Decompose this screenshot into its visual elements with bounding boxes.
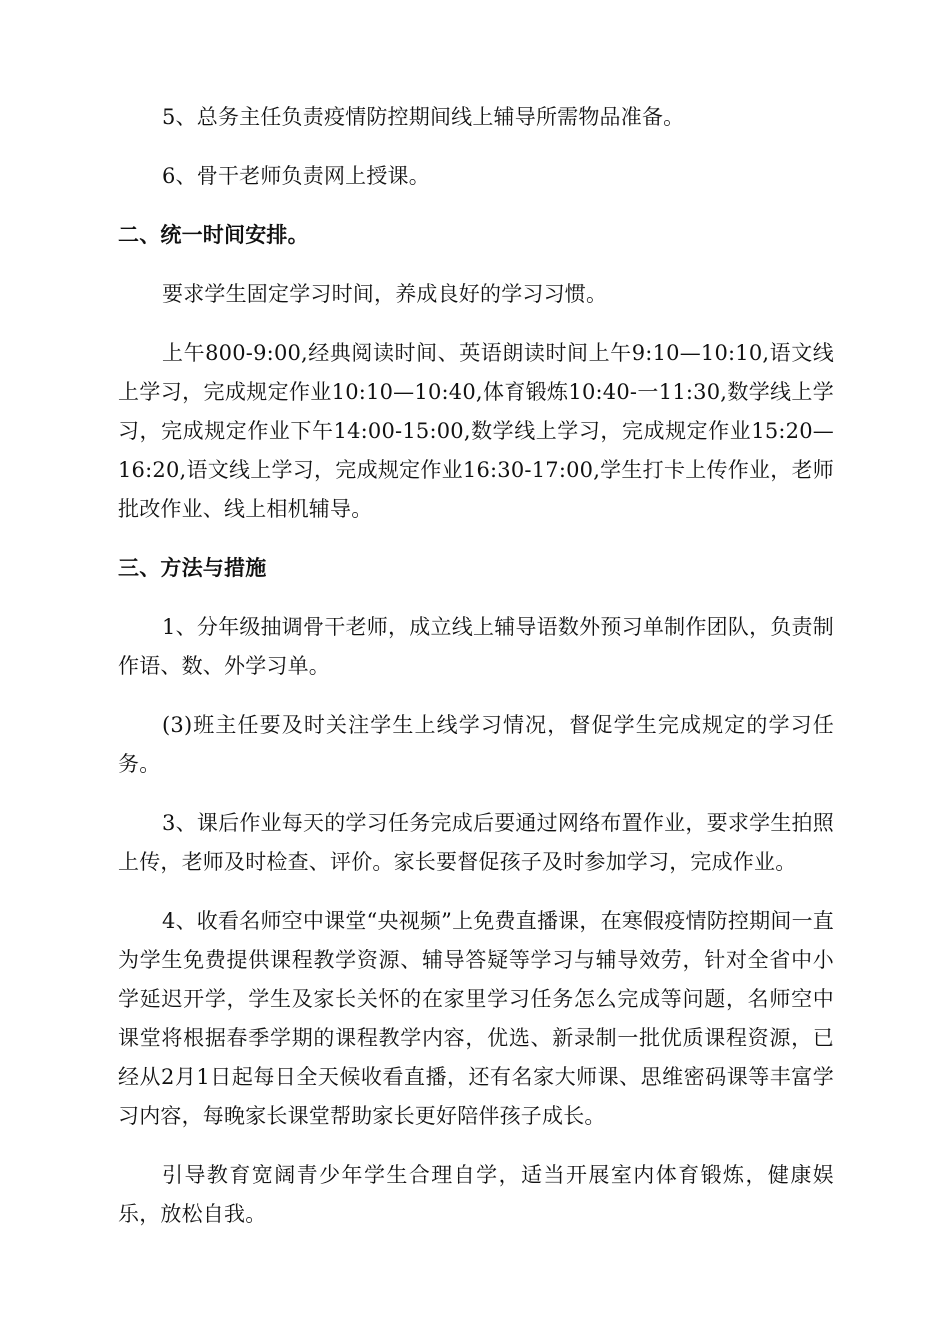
- paragraph-daily-schedule: 上午800-9:00,经典阅读时间、英语朗读时间上午9:10—10:10,语文线上学习，完成规定作业10:10—10:40,体育锻炼10:40-一11:30,数学线上学习，完成规定作业下午14:00-15:00,数学线上学习，完成规定作业15:20—16:20,语文线上学习，完成规定作业16:30-17:00,学生打卡上传作业，老师批改作业、线上相机辅导。: [118, 341, 834, 521]
- paragraph-item-6: 6、骨干老师负责网上授课。: [162, 164, 430, 188]
- document-page: [118, 98, 834, 1254]
- paragraph-guidance: 引导教育宽阔青少年学生合理自学，适当开展室内体育锻炼，健康娱乐，放松自我。: [118, 1163, 834, 1226]
- section-heading-time-arrangement: 二、统一时间安排。: [118, 223, 309, 247]
- paragraph-method-1: 1、分年级抽调骨干老师，成立线上辅导语数外预习单制作团队，负责制作语、数、外学习单。: [118, 615, 834, 678]
- paragraph-method-4: 4、收看名师空中课堂“央视频”上免费直播课，在寒假疫情防控期间一直为学生免费提供课程教学资源、辅导答疑等学习与辅导效劳，针对全省中小学延迟开学，学生及家长关怀的在家里学习任务怎么完成等问题，名师空中课堂将根据春季学期的课程教学内容，优选、新录制一批优质课程资源，已经从2月1日起每日全天候收看直播，还有名家大师课、思维密码课等丰富学习内容，每晚家长课堂帮助家长更好陪伴孩子成长。: [118, 909, 834, 1128]
- paragraph-item-5: 5、总务主任负责疫情防控期间线上辅导所需物品准备。: [162, 105, 685, 129]
- section-heading-methods: 三、方法与措施: [118, 556, 267, 580]
- paragraph-method-2: (3)班主任要及时关注学生上线学习情况，督促学生完成规定的学习任务。: [118, 713, 834, 776]
- paragraph-method-3: 3、课后作业每天的学习任务完成后要通过网络布置作业，要求学生拍照上传，老师及时检查、评价。家长要督促孩子及时参加学习，完成作业。: [118, 811, 834, 874]
- paragraph-fixed-study-time: 要求学生固定学习时间，养成良好的学习习惯。: [162, 282, 608, 306]
